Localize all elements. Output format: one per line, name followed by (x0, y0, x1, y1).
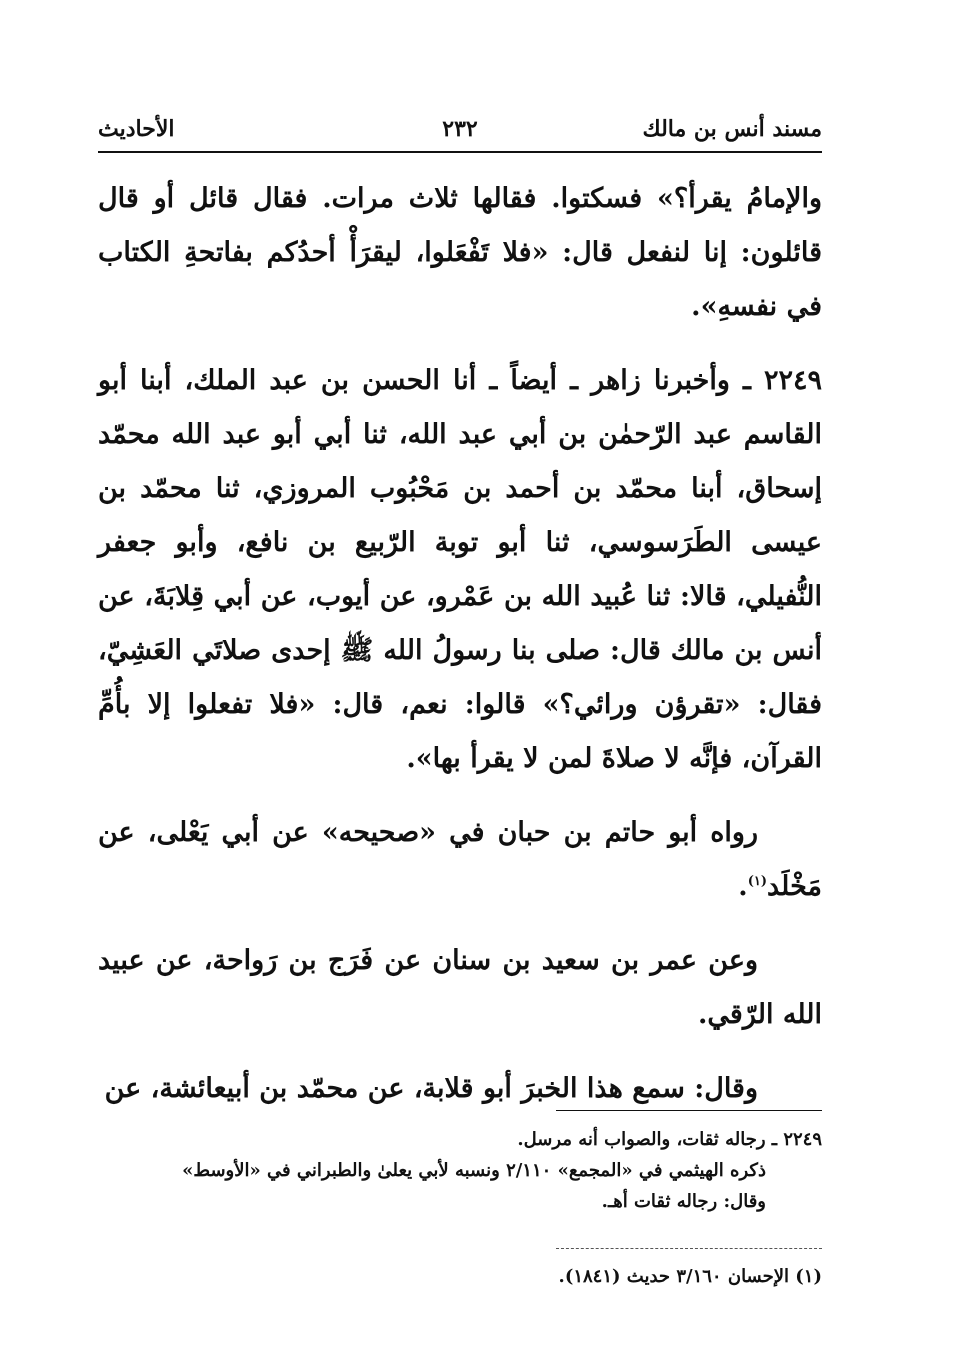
paragraph-3 (98, 806, 822, 914)
footnote-1: ٢٢٤٩ ـ رجاله ثقات، والصواب أنه مرسل. (517, 1129, 822, 1150)
footnote-rule-dashed (556, 1248, 822, 1249)
paragraph-4: وعن عمر بن سعيد بن سنان عن فَرَج بن رَواحة، عن عبيد الله الرّقي. (98, 945, 822, 1030)
page-header (98, 112, 822, 148)
footnote-2: ذكره الهيثمي في «المجمع» ٢/١١٠ ونسبه لأبي يعلىٰ والطبراني في «الأوسط» (182, 1160, 766, 1181)
paragraph-3-end: . (738, 871, 748, 902)
paragraph-5: وقال: سمع هذا الخبرَ أبو قلابة، عن محمّد بن أبيعائشة، عن (104, 1073, 758, 1104)
paragraph-3-text: رواه أبو حاتم بن حبان في «صحيحه» عن أبي يَعْلى، عن مَخْلَد (98, 817, 822, 902)
footnote-rule (556, 1110, 822, 1111)
hadith-number: ٢٢٤٩ (763, 365, 822, 396)
footnote-3: وقال: رجاله ثقات أهـ. (601, 1191, 766, 1212)
footnote-ref: (١) (747, 874, 767, 889)
main-text (98, 172, 822, 1136)
section-title: الأحاديث (98, 116, 175, 142)
paragraph-1: والإمامُ يقرأ؟» فسكتوا. فقالها ثلاث مرات. فقال قائل أو قال قائلون: إنا لنفعل قال: «فلا تَفْعَلوا، ليقرَأْ أحدُكم بفاتحةِ الكتاب في نفسهِ». (98, 183, 822, 322)
hadith-2249 (98, 354, 822, 786)
footnote-4: (١) الإحسان ٣/١٦٠ حديث (١٨٤١). (558, 1266, 822, 1287)
book-title: مسند أنس بن مالك (642, 116, 822, 142)
hadith-text: ـ وأخبرنا زاهر ـ أيضاً ـ أنا الحسن بن عبد الملك، أبنا أبو القاسم عبد الرّحمٰن بن أبي عبد الله، ثنا أبي أبو عبد الله محمّد إسحاق، أبنا محمّد بن أحمد بن مَحْبُوب المروزي، ثنا محمّد بن عيسى الطَرَسوسي، ثنا أبو توبة الرّبيع بن نافع، وأبو جعفر النُّفيلي، قالا: ثنا عُبيد الله بن عَمْرو، عن أيوب، عن أبي قِلابَةَ، عن أنس بن مالك قال: صلى بنا رسولُ الله ﷺ إحدى صلاتَي العَشِيّ، فقال: «تقرؤن ورائي؟» قالوا: نعم، قال: «فلا تفعلوا إلا بأُمِّ القرآن، فإنَّه لا صلاةَ لمن لا يقرأ بها». (98, 365, 822, 774)
page-number: ٢٣٢ (442, 116, 478, 142)
header-rule (98, 151, 822, 153)
footnotes (98, 1124, 822, 1217)
